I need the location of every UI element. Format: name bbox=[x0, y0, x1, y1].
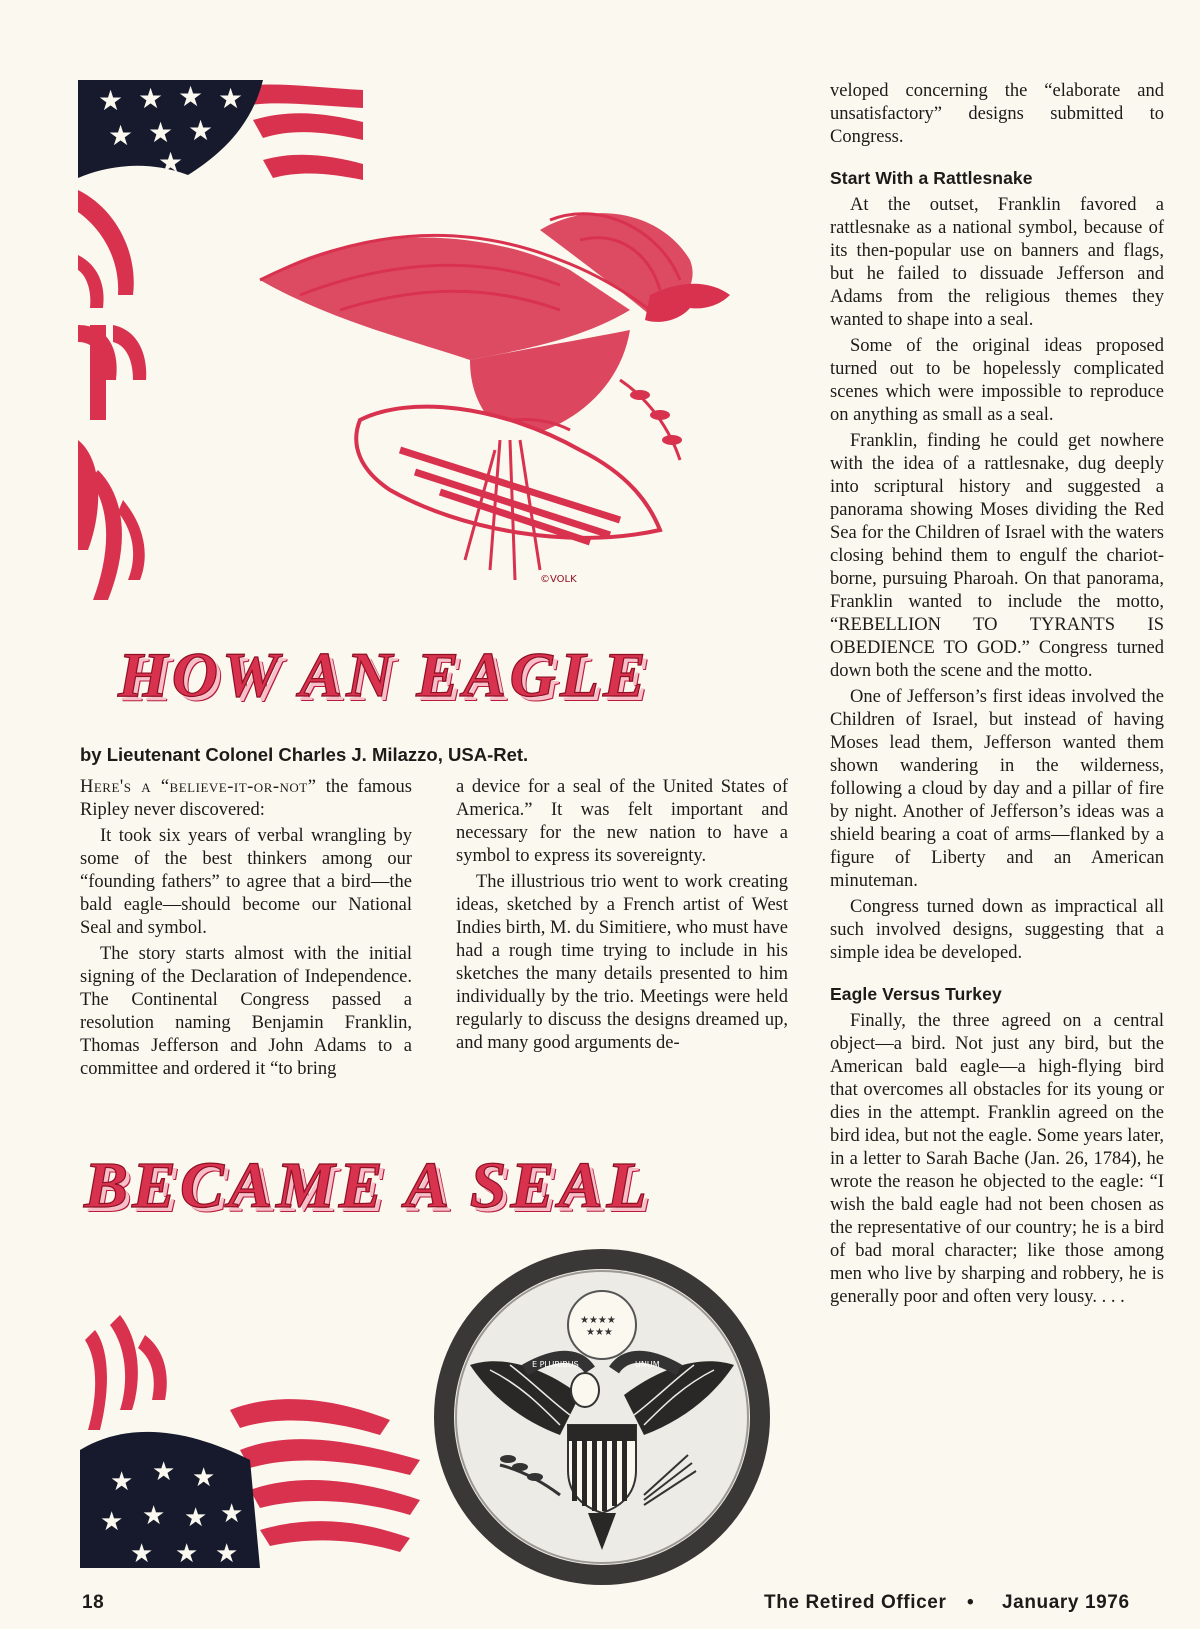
eagle-credit: ©VOLK bbox=[540, 574, 577, 585]
svg-text:★: ★ bbox=[220, 1499, 244, 1529]
lead-rest: the famous Ripley never discovered: bbox=[80, 777, 412, 820]
svg-text:★: ★ bbox=[130, 1539, 154, 1569]
seal-scroll-left: E PLURIBUS bbox=[532, 1360, 579, 1369]
svg-text:★: ★ bbox=[142, 1501, 166, 1531]
svg-text:★: ★ bbox=[178, 80, 204, 113]
paragraph: At the outset, Franklin favored a rattlesnake as a national symbol, because of its then-popular use on banners and flags, but he failed to dissuade Jefferson and Adams from the religious themes they wanted to shape into a seal. bbox=[830, 195, 1164, 330]
svg-text:★: ★ bbox=[215, 1539, 239, 1569]
paragraph: Some of the original ideas proposed turned out to be hopelessly complicated scenes which were impossible to reproduce on anything as small as a seal. bbox=[830, 336, 1164, 425]
eagle-illustration bbox=[240, 200, 760, 610]
paragraph: The illustrious trio went to work creating ideas, sketched by a French artist of West Indies birth, M. du Simitiere, who must have had a rough time trying to include in his sketches the many details presented to him individually by the trio. Meetings were held regularly to discuss the designs dreamed up, and many good arguments de- bbox=[456, 872, 788, 1053]
paragraph: Finally, the three agreed on a central object—a bird. Not just any bird, but the American bald eagle—a high-flying bird that overcomes all obstacles for its young or dies in the attempt. Franklin agreed on the bird idea, but not the eagle. Some years later, in a letter to Sarah Bache (Jan. 26, 1784), he wrote the reason he objected to the eagle: “I wish the bald eagle had not been chosen as the representative of our country; he is a bird of bad moral character; like those among men who live by sharping and robbery, he is generally poor and often very lousy. . . . bbox=[830, 1011, 1164, 1307]
svg-text:★: ★ bbox=[184, 1503, 208, 1533]
svg-text:★: ★ bbox=[192, 1463, 216, 1493]
svg-text:★: ★ bbox=[188, 114, 214, 147]
svg-text:★: ★ bbox=[152, 1457, 176, 1487]
page-number: 18 bbox=[82, 1592, 105, 1613]
seal-scroll-right: UNUM bbox=[635, 1360, 660, 1369]
article-column-2 bbox=[456, 776, 788, 1058]
article-column-1 bbox=[80, 776, 412, 1084]
svg-text:★★★: ★★★ bbox=[586, 1327, 613, 1338]
paragraph: It took six years of verbal wrangling by some of the best thinkers among our “founding fathers” to agree that a bird—the bald eagle—should become our National Seal and symbol. bbox=[80, 826, 412, 938]
svg-text:★: ★ bbox=[108, 119, 134, 152]
svg-text:★: ★ bbox=[98, 84, 124, 117]
paragraph: veloped concerning the “elaborate and unsatisfactory” designs submitted to Congress. bbox=[830, 81, 1164, 147]
paragraph: Franklin, finding he could get nowhere with the idea of a rattlesnake, dug deeply into scriptural history and suggested a panorama showing Moses dividing the Red Sea for the Children of Israel with the waters closing behind them to engulf the chariot-borne, pursuing Pharoah. On that panorama, Franklin wanted to include the motto, “REBELLION TO TYRANTS IS OBEDIENCE TO GOD.” Congress turned down both the scene and the motto. bbox=[830, 431, 1164, 681]
subheading-rattlesnake: Start With a Rattlesnake bbox=[830, 168, 1033, 188]
lead-in: Here's a “believe-it-or-not” bbox=[80, 777, 317, 797]
great-seal-emblem bbox=[430, 1245, 775, 1590]
svg-text:★: ★ bbox=[110, 1467, 134, 1497]
subheading-eagle-turkey: Eagle Versus Turkey bbox=[830, 984, 1002, 1004]
headline-bottom: BECAME A SEAL bbox=[84, 1149, 651, 1222]
svg-text:★: ★ bbox=[148, 116, 174, 149]
paragraph: One of Jefferson’s first ideas involved the Children of Israel, but instead of having Moses lead them, Jefferson wanted them shown wandering in the wilderness, following a cloud by day and a pillar of fire by night. Another of Jefferson’s ideas was a shield bearing a coat of arms—flanked by a figure of Liberty and an American minuteman. bbox=[830, 687, 1164, 891]
paragraph: a device for a seal of the United States of America.” It was felt important and necessary for the new nation to have a symbol to express its sovereignty. bbox=[456, 777, 788, 866]
paragraph: The story starts almost with the initial signing of the Declaration of Independence. The Continental Congress passed a resolution naming Benjamin Franklin, Thomas Jefferson and John Adams to a committee and ordered it “to bring bbox=[80, 944, 412, 1079]
flag-art-bottom bbox=[80, 1310, 425, 1570]
footer-separator: • bbox=[967, 1592, 975, 1613]
svg-text:★: ★ bbox=[100, 1507, 124, 1537]
paragraph: Congress turned down as impractical all such involved designs, suggesting that a simple idea be developed. bbox=[830, 897, 1164, 963]
svg-text:★: ★ bbox=[175, 1539, 199, 1569]
issue-date: January 1976 bbox=[1002, 1592, 1130, 1613]
svg-text:★★★★: ★★★★ bbox=[580, 1315, 616, 1326]
svg-text:★: ★ bbox=[158, 146, 184, 179]
article-column-3 bbox=[830, 80, 1164, 1312]
byline: by Lieutenant Colonel Charles J. Milazzo, USA-Ret. bbox=[80, 744, 529, 765]
publication-name: The Retired Officer bbox=[764, 1592, 947, 1613]
svg-text:★: ★ bbox=[138, 82, 164, 115]
svg-text:★: ★ bbox=[218, 82, 244, 115]
headline-top: HOW AN EAGLE bbox=[118, 639, 650, 710]
